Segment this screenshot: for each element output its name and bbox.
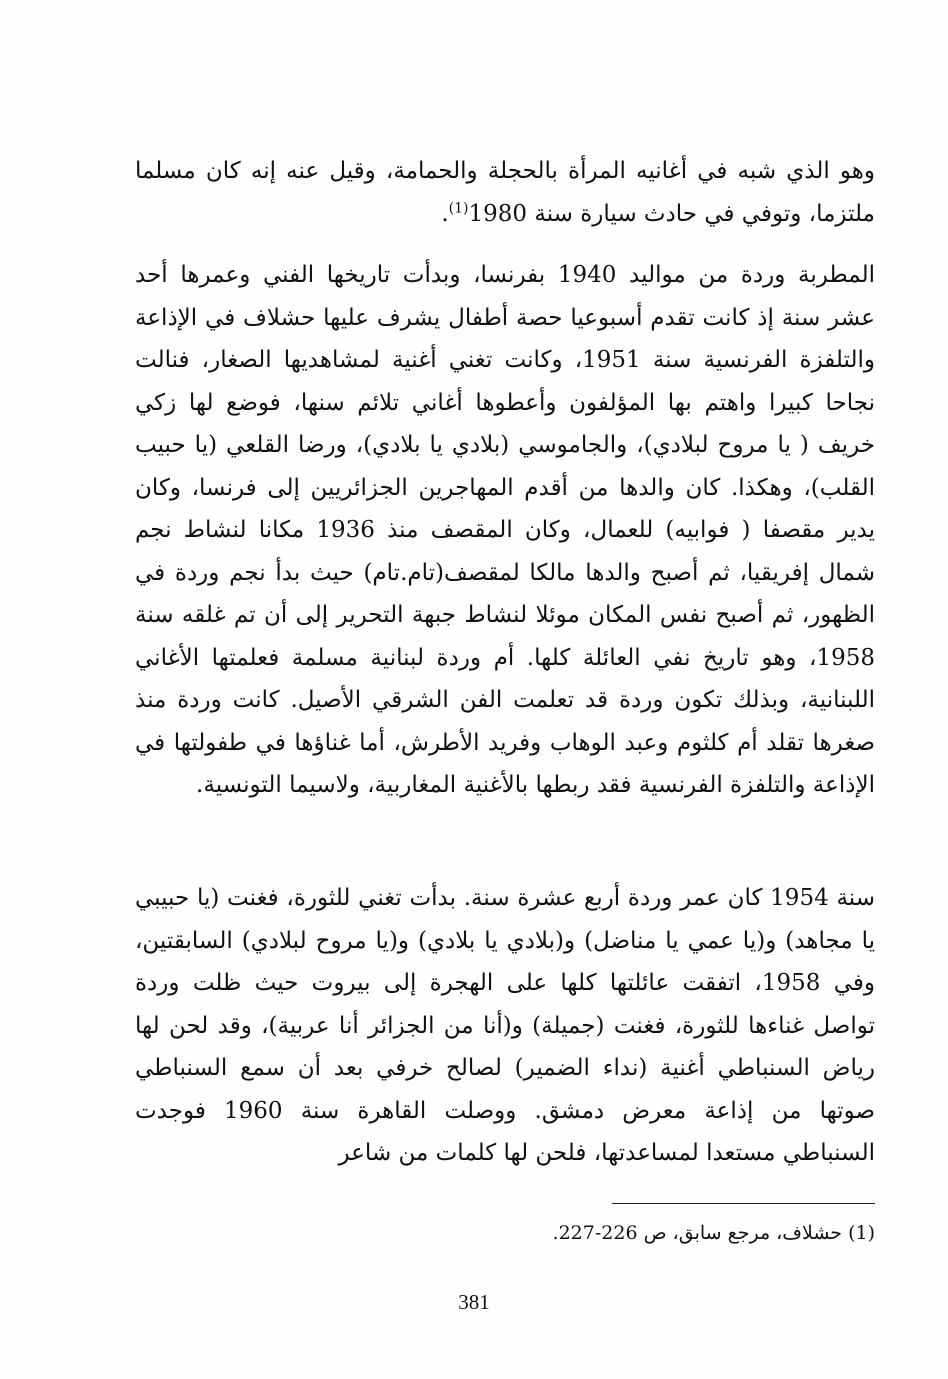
paragraph-1-end: . <box>441 200 449 227</box>
paragraph-1 <box>135 150 875 235</box>
paragraph-2: المطربة وردة من مواليد 1940 بفرنسا، وبدأت تاريخها الفني وعمرها أحد عشر سنة إذ كانت تقدم أسبوعيا حصة أطفال يشرف عليها حشلاف في الإذاعة والتلفزة الفرنسية سنة 1951، وكانت تغني أغنية لمشاهديها الصغار، فنالت نجاحا كبيرا واهتم بها المؤلفون وأعطوها أغاني تلائم سنها، فوضع لها زكي خريف ( يا مروح لبلادي)، والجاموسي (بلادي يا بلادي)، ورضا القلعي (يا حبيب القلب)، وهكذا. كان والدها من أقدم المهاجرين الجزائريين إلى فرنسا، وكان يدير مقصفا ( فوابيه) للعمال، وكان المقصف منذ 1936 مكانا لنشاط نجم شمال إفريقيا، ثم أصبح والدها مالكا لمقصف(تام.تام) حيث بدأ نجم وردة في الظهور، ثم أصبح نفس المكان موئلا لنشاط جبهة التحرير إلى أن تم غلقه سنة 1958، وهو تاريخ نفي العائلة كلها. أم وردة لبنانية مسلمة فعلمتها الأغاني اللبنانية، وبذلك تكون وردة قد تعلمت الفن الشرقي الأصيل. كانت وردة منذ صغرها تقلد أم كلثوم وعبد الوهاب وفريد الأطرش، أما غناؤها في طفولتها في الإذاعة والتلفزة الفرنسية فقد ربطها بالأغنية المغاربية، ولاسيما التونسية. <box>135 262 876 798</box>
paragraph-1-text: وهو الذي شبه في أغانيه المرأة بالحجلة والحمامة، وقيل عنه إنه كان مسلما ملتزما، وتوفي في حادث سيارة سنة 1980 <box>135 158 875 227</box>
footnote-reference: (1) <box>448 199 469 216</box>
footnote: (1) حشلاف، مرجع سابق، ص 226-227. <box>552 1222 875 1244</box>
footnote-separator <box>612 1203 875 1204</box>
paragraph-3: سنة 1954 كان عمر وردة أربع عشرة سنة. بدأت تغني للثورة، فغنت (يا حبيبي يا مجاهد) و(يا عمي يا مناضل) و(بلادي يا بلادي) و(يا مروح لبلادي) السابقتين، وفي 1958، اتفقت عائلتها كلها على الهجرة إلى بيروت حيث ظلت وردة تواصل غناءها للثورة، فغنت (جميلة) و(أنا من الجزائر أنا عربية)، وقد لحن لها رياض السنباطي أغنية (نداء الضمير) لصالح خرفي بعد أن سمع السنباطي صوتها من إذاعة معرض دمشق. ووصلت القاهرة سنة 1960 فوجدت السنباطي مستعدا لمساعدتها، فلحن لها كلمات من شاعر <box>135 885 875 1166</box>
page-number: 381 <box>458 1290 490 1314</box>
